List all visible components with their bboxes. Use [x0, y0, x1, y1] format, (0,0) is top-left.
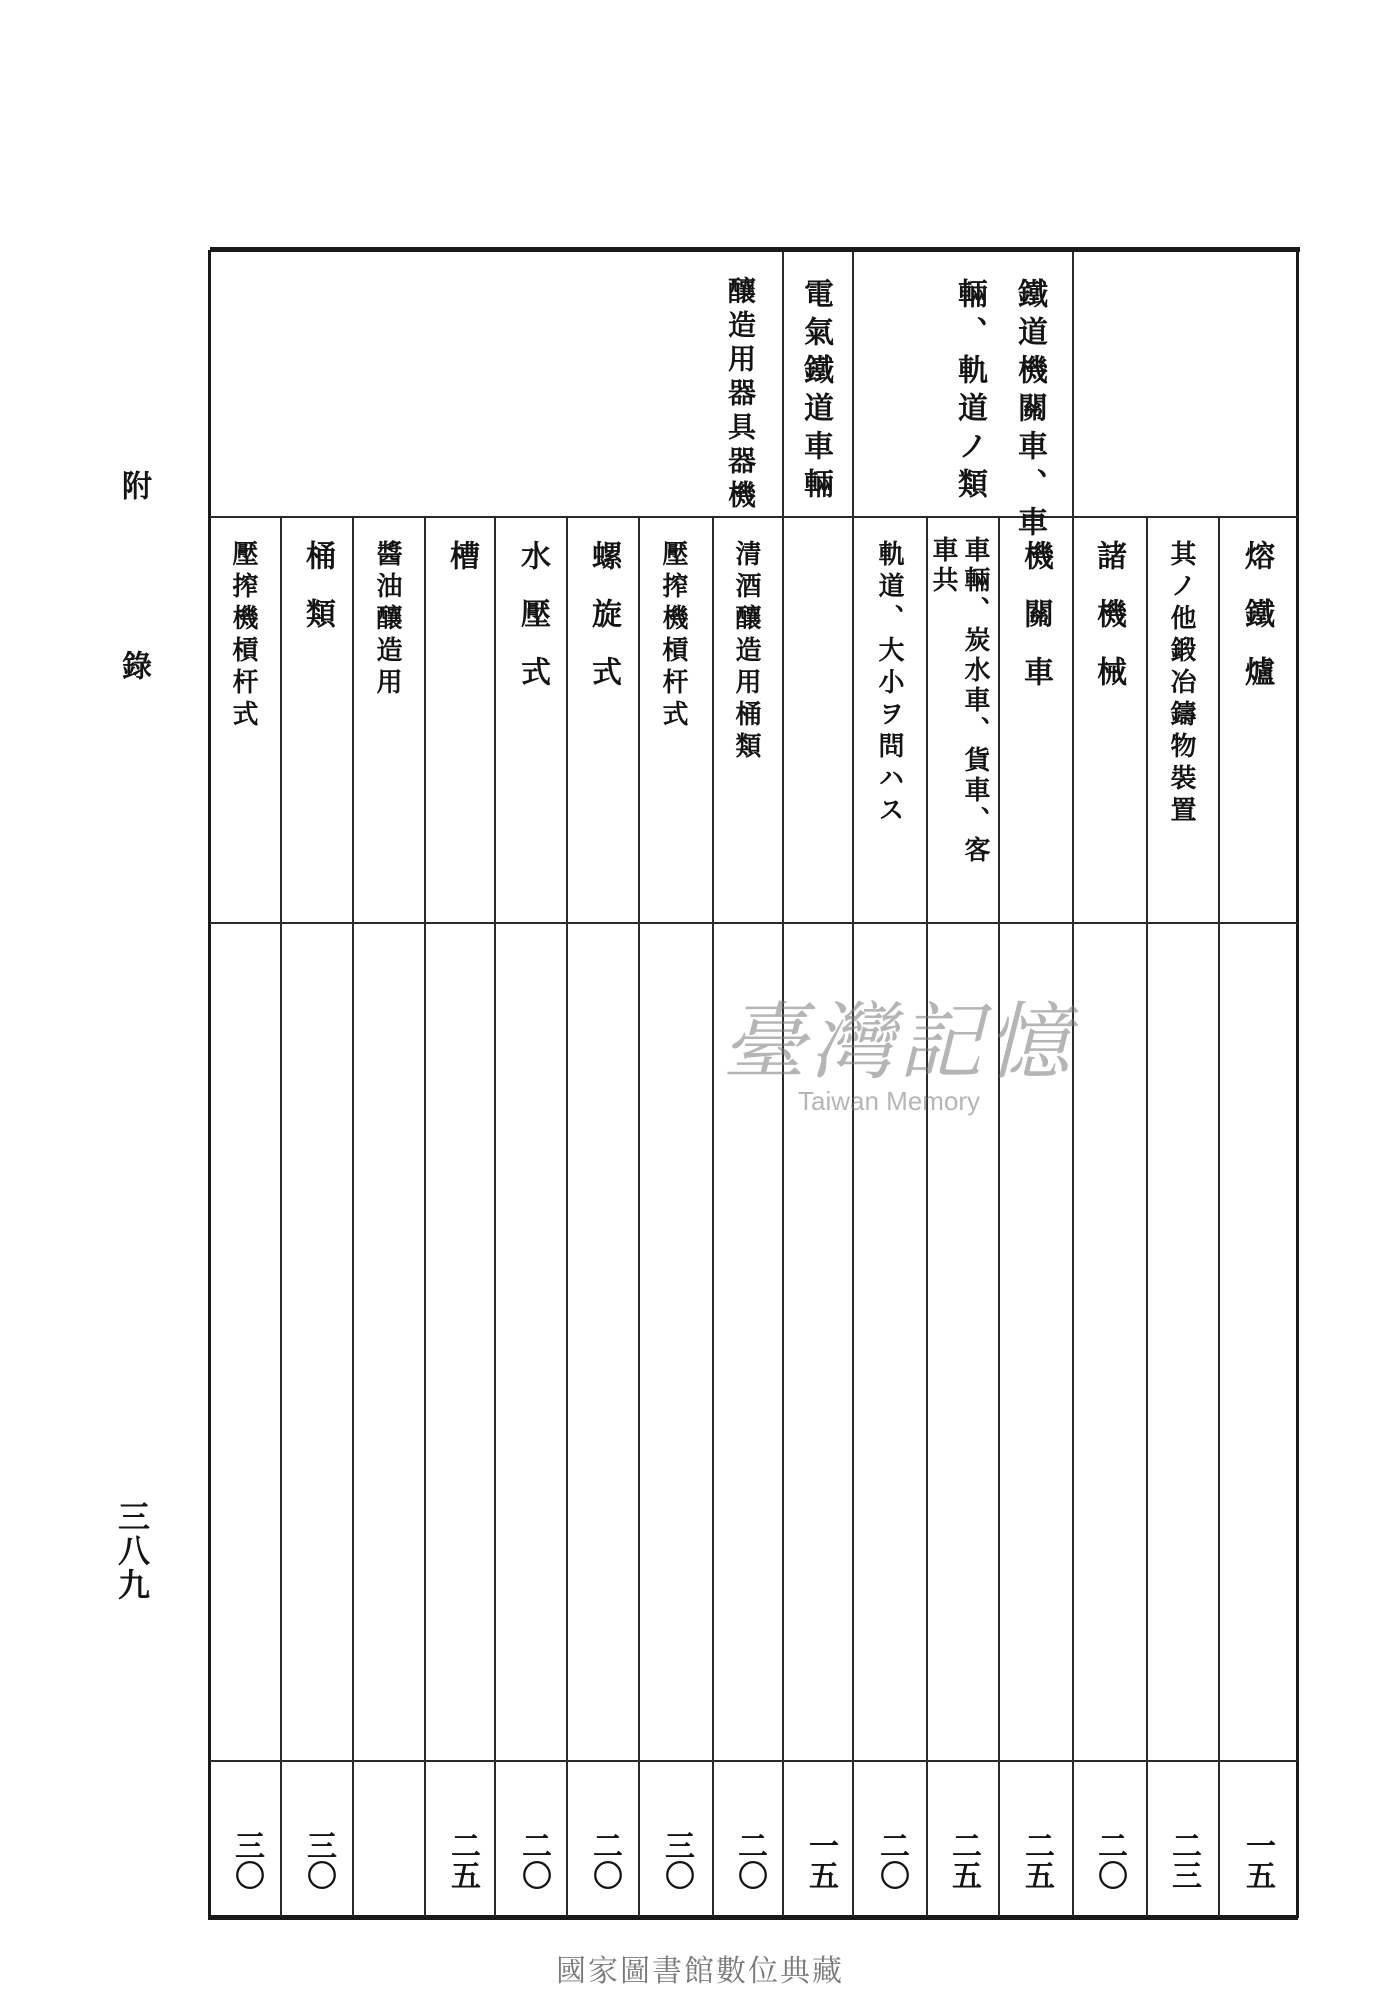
column-divider — [926, 516, 928, 1916]
item-track: 軌道、大小ヲ問ハス — [874, 540, 904, 828]
item-vat: 槽 — [444, 540, 479, 580]
category-divider — [852, 252, 854, 516]
rate-melting-furnace: 一五 — [1240, 1830, 1275, 1890]
rate-press-lever: 三〇 — [659, 1830, 694, 1890]
item-rolling-stock-line1: 車輛、炭水車、貨車、客 — [960, 536, 990, 866]
rate-screw-type: 二〇 — [587, 1830, 622, 1890]
column-divider — [1146, 516, 1148, 1916]
library-footer: 國家圖書館數位典藏 — [556, 1954, 844, 1989]
item-sake-brewing-tubs: 清酒釀造用桶類 — [731, 540, 761, 764]
column-divider — [638, 516, 640, 1916]
table-right-border — [1296, 250, 1299, 1918]
rate-locomotive: 二五 — [1019, 1830, 1054, 1890]
rate-other-forging-casting: 二三 — [1166, 1830, 1201, 1890]
item-locomotive: 機關車 — [1018, 540, 1053, 714]
table-left-border — [208, 250, 211, 1918]
item-melting-furnace: 熔鐵爐 — [1239, 540, 1274, 714]
table-top-rule — [210, 247, 1300, 252]
watermark-chinese: 臺灣記憶 — [721, 993, 1074, 1091]
rate-tubs: 三〇 — [301, 1830, 336, 1890]
item-press-lever-2: 壓搾機槓杆式 — [228, 540, 258, 732]
column-divider — [782, 516, 784, 1916]
category-divider — [782, 252, 784, 516]
item-tubs: 桶類 — [300, 540, 335, 656]
rate-electric-railway: 一五 — [803, 1830, 838, 1890]
item-hydraulic-type: 水壓式 — [515, 540, 550, 714]
column-divider — [1218, 516, 1220, 1916]
column-divider — [1072, 516, 1074, 1916]
column-divider — [280, 516, 282, 1916]
column-divider — [352, 516, 354, 1916]
watermark-english: Taiwan Memory — [798, 1086, 981, 1116]
item-other-forging-casting: 其ノ他鍛冶鑄物裝置 — [1166, 540, 1196, 828]
column-divider — [424, 516, 426, 1916]
rate-vat: 二五 — [445, 1830, 480, 1890]
item-press-lever: 壓搾機槓杆式 — [658, 540, 688, 732]
header-separator — [210, 516, 1298, 518]
rate-track: 二〇 — [874, 1830, 909, 1890]
category-electric-railway: 電氣鐵道車輛 — [798, 278, 833, 506]
rate-machinery: 二〇 — [1092, 1830, 1127, 1890]
item-screw-type: 螺旋式 — [586, 540, 621, 714]
column-divider — [494, 516, 496, 1916]
category-railway-line2: 輛、軌道ノ類 — [952, 278, 987, 506]
item-machinery: 諸機械 — [1091, 540, 1126, 714]
rate-rolling-stock: 二五 — [946, 1830, 981, 1890]
category-brewing-equipment: 釀造用器具器機 — [724, 276, 757, 514]
column-divider — [998, 516, 1000, 1916]
page-number: 三八九 — [113, 1500, 151, 1602]
rate-separator — [210, 1760, 1298, 1762]
item-separator — [210, 922, 1298, 924]
category-railway-line1: 鐵道機關車、車 — [1012, 278, 1047, 544]
column-divider — [566, 516, 568, 1916]
item-soy-sauce-brewing: 醬油釀造用 — [372, 540, 402, 700]
column-divider — [712, 516, 714, 1916]
column-divider — [852, 516, 854, 1916]
rate-press-lever-2: 三〇 — [229, 1830, 264, 1890]
table-bottom-rule — [208, 1915, 1298, 1920]
margin-title: 附錄 — [116, 470, 151, 830]
rate-sake-brewing-tubs: 二〇 — [732, 1830, 767, 1890]
taiwan-memory-watermark — [688, 993, 1108, 1117]
rate-hydraulic-type: 二〇 — [516, 1830, 551, 1890]
item-rolling-stock-line2: 車共 — [928, 536, 958, 596]
